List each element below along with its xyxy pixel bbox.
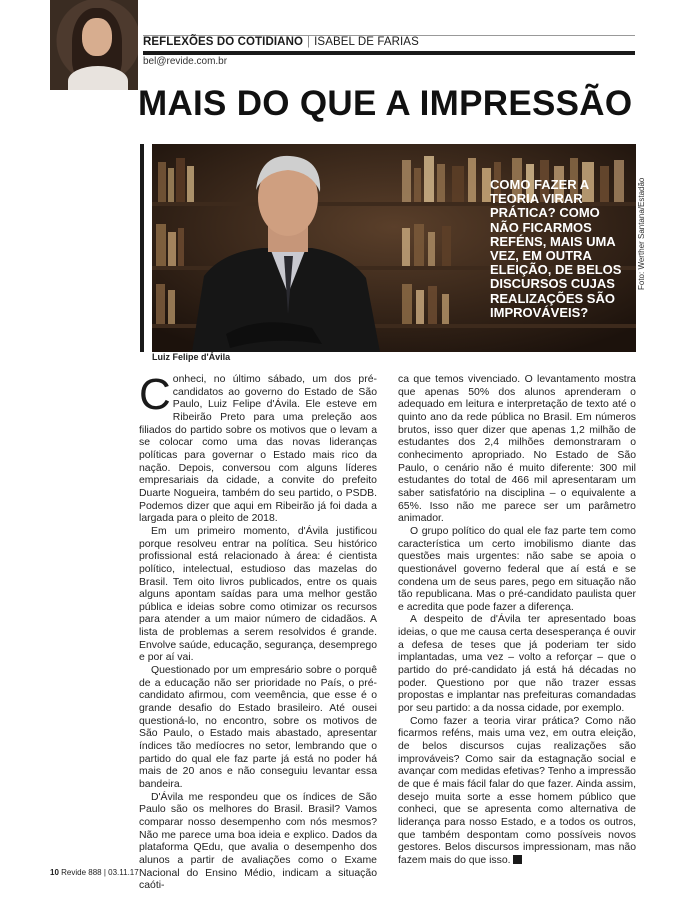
- photo-accent-bar: [140, 144, 144, 352]
- headline: MAIS DO QUE A IMPRESSÃO: [138, 84, 633, 123]
- article-column-left: [139, 370, 377, 893]
- author-photo: [50, 0, 138, 90]
- paragraph-6: A despeito de d'Ávila ter apresentado boas ideias, o que me causa certa desesperança é ouvir a defesa de teses que já poderiam ter sido implantadas, uma vez – volto a reforçar – que o partido do pré-candidato já está há décadas no poder. Questiono por que não trazer essas propostas e implantar nas prefeituras comandadas por seu partido: a da nossa cidade, por exemplo.: [398, 614, 636, 715]
- column-separator: |: [307, 36, 311, 48]
- paragraph-1: [139, 370, 377, 526]
- paragraph-1-text: onheci, no último sábado, um dos pré-candidatos ao governo do Estado de São Paulo, Luiz Felipe d'Ávila. Ele esteve em Ribeirão Preto para uma preleção aos filiados do partido sobre os motivos que o levam a se colocar como uma das novas lideranças políticas para governar o Estado mais rico da nação. Depois, conversou com alguns líderes empresariais da cidade, a convite do prefeito Duarte Nogueira, também do seu partido, o PSDB. Podemos dizer que aqui em Ribeirão já foi dada a largada para o pleito de 2018.: [139, 374, 377, 525]
- paragraph-3: Questionado por um empresário sobre o porquê de a educação não ser prioridade no País, o pré-candidato afirmou, com veemência, que esse é o grande desafio do Estado brasileiro. Até ousei questioná-lo, no encontro, sobre os motivos de São Paulo, o Estado mais abastado, apresentar índices tão medíocres no setor, lembrando que o partido do qual ele faz parte já está no poder há mais de 20 anos e não conseguiu levantar essa bandeira.: [139, 665, 377, 790]
- column-header: [143, 36, 419, 48]
- header-thick-rule: [143, 51, 635, 55]
- issue-date: 03.11.17: [108, 868, 139, 877]
- pull-quote: COMO FAZER A TEORIA VIRAR PRÁTICA? COMO NÃO FICARMOS REFÉNS, MAIS UMA VEZ, EM OUTRA ELEIÇÃO, DE BELOS DISCURSOS CUJAS REALIZAÇÕES SÃO IMPROVÁVEIS?: [490, 177, 622, 320]
- author-name: ISABEL DE FARIAS: [314, 36, 419, 48]
- paragraph-2: Em um primeiro momento, d'Ávila justificou porque resolveu entrar na política. Seu histórico profissional está relacionado à área: é cientista político, intelectual, estudioso das mazelas do Brasil. Tem oito livros publicados, entre os quais alguns apontam saídas para uma melhor gestão pública e ideias sobre como otimizar os recursos para atender a um maior número de cidadãos. A lista de problemas a serem resolvidos é grande. Envolve saúde, educação, segurança, desemprego e por aí vai.: [139, 525, 377, 664]
- paragraph-4-start: D'Ávila me respondeu que os índices de São Paulo são os melhores do Brasil. Brasil? Vamos comparar nosso desempenho com nós mesmos? Não me parece uma boa ideia e explico. Dados da plataforma QEdu, que avalia o desempenho dos alunos a partir de avaliações como o Exame Nacional do Ensino Médio, indicam a situação caóti-: [139, 791, 377, 892]
- photo-caption: Luiz Felipe d'Ávila: [152, 352, 231, 362]
- paragraph-5: O grupo político do qual ele faz parte tem como característica um certo imobilismo diante das questões mais urgentes: não sabe se apoia o questionável governo federal que aí está e se condena um de seus pares, pego em situação não tão republicana. Mas o pré-candidato paulista quer e acredita que pode fazer a diferença.: [398, 525, 636, 613]
- page-footer: 10 Revide 888 | 03.11.17: [50, 868, 139, 877]
- paragraph-7-text: Como fazer a teoria virar prática? Como não ficarmos reféns, mais uma vez, em outra eleição, de belos discursos cujas realizações são improváveis? Como sair da estagnação social e avançar com medidas efetivas? Tenho a impressão de que é mais fácil falar do que fazer. Ainda assim, desejo muita sorte a esse homem público que conheci, que se apresenta como alternativa de liderança para nosso Estado, e a todos os outros, que também despontam como possíveis novos gestores. Belos discursos impressionam, mas não fazem mais do que isso.: [398, 715, 636, 866]
- photo-credit: Foto: Werther Santana/Estadão: [637, 177, 646, 290]
- drop-cap: C: [139, 370, 171, 419]
- paragraph-4-end: ca que temos vivenciado. O levantamento mostra que apenas 50% dos alunos aprenderam o adequado em leitura e interpretação de texto até o quinto ano da rede pública no Brasil. Em números brutos, isso quer dizer que apenas 1,2 milhão de estudantes dos 2,4 milhões demonstraram o conhecimento apropriado. No Estado de São Paulo, o cenário não é muito diferente: 300 mil estudantes do total de 466 mil apresentaram um saber satisfatório na disciplina – o equivalente a 65%. Isso não me parece ser um parâmetro animador.: [398, 374, 636, 525]
- column-name: REFLEXÕES DO COTIDIANO: [143, 36, 304, 48]
- author-email[interactable]: bel@revide.com.br: [143, 56, 228, 67]
- end-of-article-icon: [513, 855, 522, 864]
- article-column-right: [398, 374, 636, 868]
- publication-name: Revide 888: [61, 868, 102, 877]
- page-number: 10: [50, 868, 59, 877]
- paragraph-7: [398, 716, 636, 868]
